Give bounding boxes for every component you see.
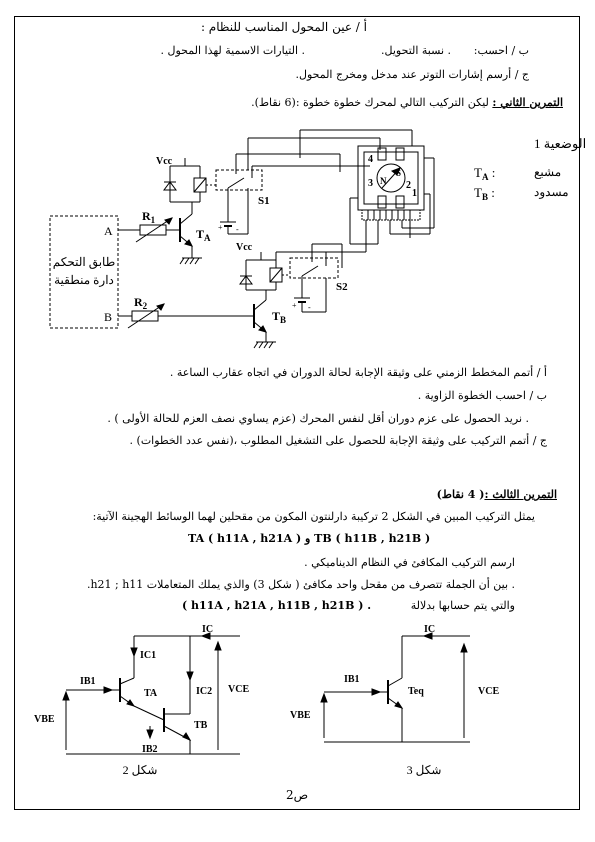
fig3-caption: شكل 3 xyxy=(406,763,442,777)
fig2-ib1: IB1 xyxy=(80,676,96,687)
fig3-teq: Teq xyxy=(408,686,424,697)
exercise2-intro: ليكن التركيب التالي لمحرك خطوة خطوة :(6 نقاط). xyxy=(251,96,493,109)
vcc-b-label: Vcc xyxy=(236,242,253,253)
r1-label: $R_1$ xyxy=(142,209,156,225)
coil-4-label: 4 xyxy=(368,154,373,165)
fig2-ic: IC xyxy=(202,624,214,635)
ex3-question-2: . بين أن الجملة تتصرف من مقحل واحد مكافئ ( شكل 3) والذي يملك المتعاملات h21 ; h11. xyxy=(86,578,515,591)
fig2-ib2: IB2 xyxy=(142,744,158,755)
battery-s1-plus: + xyxy=(218,223,223,232)
input-b-label: B xyxy=(104,310,113,324)
input-a-label: A xyxy=(104,224,113,238)
exercise3-points: ( 4 نقاط) xyxy=(436,488,485,501)
control-block-label-1: طابق التحكم xyxy=(52,255,116,269)
rotor-s-label: S xyxy=(396,168,402,178)
fig2-vce: VCE xyxy=(228,684,250,695)
s2-label: S2 xyxy=(336,281,348,293)
coil-2-label: 2 xyxy=(406,180,411,191)
question-c: ج / أرسم إشارات التوتر عند مدخل ومخرج المحول. xyxy=(295,68,529,81)
question-a: أ / عين المحول المناسب للنظام : xyxy=(200,20,367,34)
tb-label: $T_B$ xyxy=(272,309,287,325)
fig2-caption: شكل 2 xyxy=(122,763,158,777)
ta-state-label: مشبع xyxy=(534,165,562,179)
vcc-a-label: Vcc xyxy=(156,156,173,167)
battery-s2-plus: + xyxy=(292,301,297,310)
fig2-ta: TA xyxy=(144,688,158,699)
question-b-calc: ب / احسب: xyxy=(473,44,529,57)
figure-2-darlington xyxy=(30,622,280,782)
fig2-ic2: IC2 xyxy=(196,686,213,697)
fig3-ib1: IB1 xyxy=(344,674,360,685)
exercise3-heading xyxy=(437,488,557,502)
ex3-question-1: ارسم التركيب المكافئ في النظام الديناميكي . xyxy=(304,556,515,569)
battery-s2-minus: - xyxy=(308,303,311,312)
ex3-question-3-params: ( h11A , h21A , h11B , h21B ) . xyxy=(182,599,372,612)
ex2-question-a: أ / أتمم المخطط الزمني على وثيقة الإجابة لحالة الدوران في اتجاه عقارب الساعة . xyxy=(169,366,547,379)
fig3-ic: IC xyxy=(424,624,436,635)
coil-3-label: 3 xyxy=(368,178,373,189)
control-block-label-2: دارة منطقية xyxy=(54,273,114,287)
fig2-ic1: IC1 xyxy=(140,650,157,661)
position-label: الوضعية 1 xyxy=(534,136,587,151)
ta-label: $T_A$ xyxy=(196,227,211,243)
ex2-question-c: ج / أتمم التركيب على وثيقة الإجابة للحصول على التشغيل المطلوب ،(نفس عدد الخطوات) . xyxy=(129,434,547,447)
question-b-ratio: . نسبة التحويل. xyxy=(381,44,451,57)
ex3-params: TA ( h11A , h21A ) و TB ( h11B , h21B ) xyxy=(188,532,431,545)
s1-label: S1 xyxy=(258,195,270,207)
tb-state-label: مسدود xyxy=(534,185,569,199)
question-b-currents: . التيارات الاسمية لهذا المحول . xyxy=(160,44,305,57)
r2-label: $R_2$ xyxy=(134,295,148,311)
exercise2-title: التمرين الثاني : xyxy=(492,96,563,109)
fig3-vce: VCE xyxy=(478,686,500,697)
tb-state-symbol: $T_B$ : xyxy=(474,185,495,202)
fig3-vbe: VBE xyxy=(290,710,311,721)
page-number: ص2 xyxy=(286,788,309,802)
ex3-intro: يمثل التركيب المبين في الشكل 2 تركيبة دارلنتون المكون من مقحلين لهما الوسائط الهجينة الآتية: xyxy=(92,510,535,523)
exercise3-title: التمرين الثالث : xyxy=(484,488,557,501)
fig2-vbe: VBE xyxy=(34,714,55,725)
battery-s1-minus: - xyxy=(236,225,239,234)
stepper-motor-circuit xyxy=(40,118,587,358)
figure-3-equivalent xyxy=(290,622,520,782)
exercise2-heading xyxy=(251,96,563,110)
ta-state-symbol: $T_A$ : xyxy=(474,165,496,182)
fig2-tb: TB xyxy=(194,720,208,731)
coil-1-label: 1 xyxy=(412,188,417,199)
rotor-n-label: N xyxy=(380,176,387,186)
ex3-question-3: والتي يتم حسابها بدلالة xyxy=(410,599,515,612)
ex2-question-b: ب / احسب الخطوة الزاوية . xyxy=(417,389,547,402)
ex2-question-note: . نريد الحصول على عزم دوران أقل لنفس المحرك (عزم يساوي نصف العزم للحالة الأولى ) . xyxy=(107,412,529,425)
